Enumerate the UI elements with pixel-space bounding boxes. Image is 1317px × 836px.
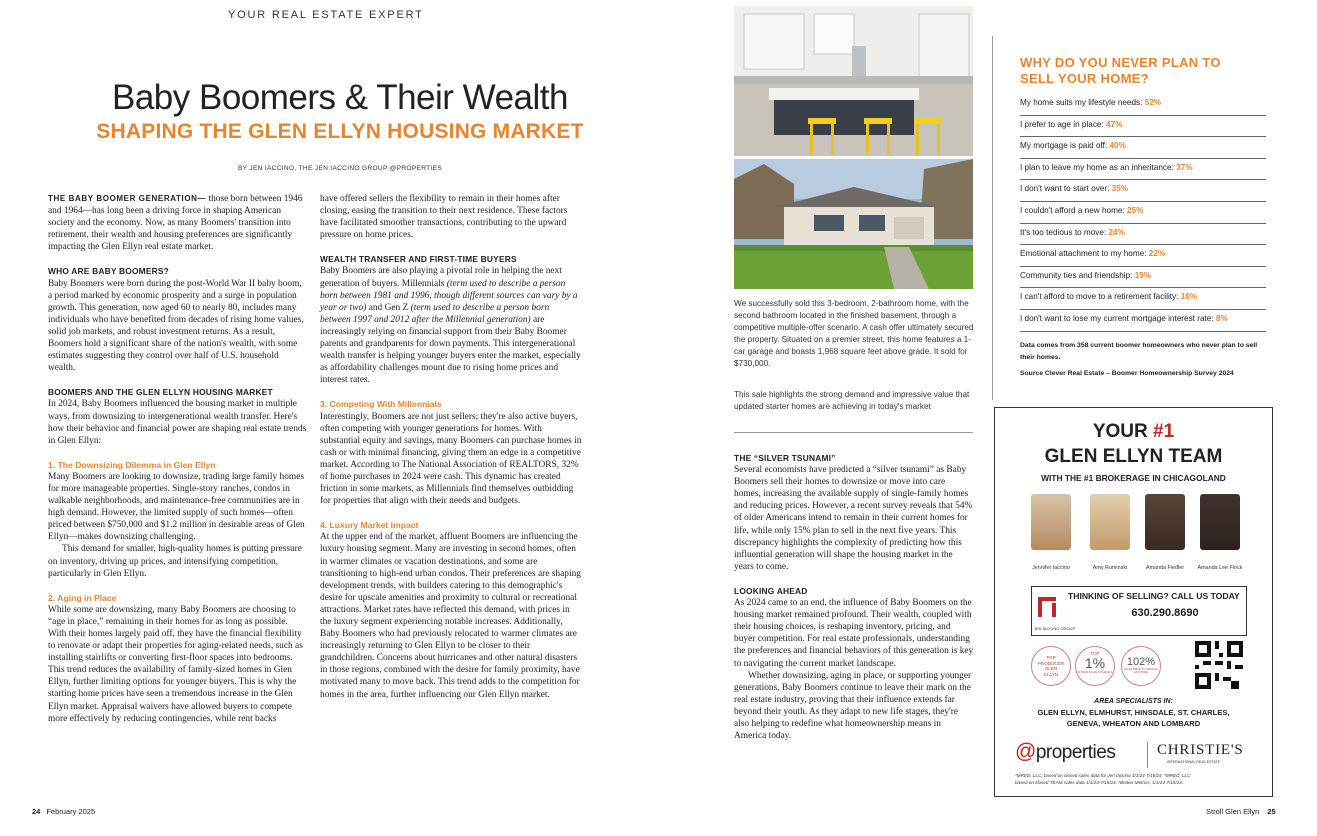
- intro-text: those born between 1946 and 1964—has long been a driving force in shaping American society and the economy. Now, as many Boomers' transition into retirement, their wealth and housing preferences are significantly impacting the Glen Ellyn real estate market.: [48, 194, 303, 253]
- ad-headline-a: YOUR: [1092, 421, 1154, 442]
- call-to-action-box: [1031, 586, 1247, 636]
- wealth-paragraph: [320, 265, 582, 386]
- agent-name-2: Amy Ruminski: [1092, 565, 1128, 571]
- agent-name-1: Jennifer Iaccino: [1032, 565, 1070, 571]
- compete-paragraph: Interestingly, Boomers are not just sellers; they're also active buyers, often competing with younger generations for homes. With substantial equity and savings, many Boomers can purchase homes in cash or with minimal financing, giving them an edge in a competitive market. According to The National Association of REALTORS, 32% of home purchases in 2024 were cash. This dynamic has created friction in some markets, as Millennials find themselves outbidding for properties that align with their needs and budgets.: [320, 411, 582, 507]
- badge3-caption: SALES PRICE TO ORIGINAL LIST PRICE: [1123, 668, 1159, 674]
- survey-item-percent: 37%: [1176, 162, 1193, 172]
- survey-item-label: Community ties and friendship:: [1020, 270, 1135, 280]
- heading-wealth: WEALTH TRANSFER AND FIRST-TIME BUYERS: [320, 254, 517, 265]
- at-sign-icon: @: [1015, 740, 1036, 763]
- survey-sidebar: [1020, 55, 1266, 380]
- heading-market: BOOMERS AND THE GLEN ELLYN HOUSING MARKET: [48, 387, 273, 398]
- heading-downsizing: 1. The Downsizing Dilemma in Glen Ellyn: [48, 459, 216, 470]
- who-paragraph: Baby Boomers were born during the post-World War II baby boom, a period marked by economic prosperity and a surge in population growth. This generation, now aged 60 to nearly 80, includes many individuals who have benefited from decades of rising home values, solid job markets, and robust investment returns. As a result, Boomers hold a significant share of the nation's wealth, with some estimates suggesting they control over half of U.S. household wealth.: [48, 278, 304, 374]
- agent-photo-2: [1090, 494, 1130, 550]
- continued-paragraph: have offered sellers the flexibility to remain in their homes after closing, easing the transition to their next residence. These factors have facilitated smoother transactions, contributing to the upward pressure on home prices.: [320, 194, 568, 241]
- survey-title-line-2: SELL YOUR HOME?: [1020, 71, 1149, 86]
- survey-item-percent: 40%: [1109, 141, 1126, 151]
- survey-item-label: I don't want to start over:: [1020, 184, 1112, 194]
- sales-price-badge: [1121, 646, 1161, 686]
- christies-logo: CHRISTIE'S: [1157, 742, 1244, 758]
- wealth-note-millennials: (term used to describe a person born between 1981 and 1996, though different sources can vary by a year or two): [320, 278, 578, 313]
- survey-item: [1020, 94, 1266, 116]
- properties-logo-text: properties: [1035, 742, 1116, 763]
- ahead-paragraph-2: Whether downsizing, aging in place, or supporting younger generations, Baby Boomers continue to leave their mark on the real estate industry, proving that their influence extends far beyond their youth. As they adapt to new life stages, they're also helping to redefine what homeownership means in America today.: [734, 670, 972, 742]
- specialists-title: AREA SPECIALISTS IN:: [1094, 698, 1173, 705]
- right-folio: [1206, 807, 1282, 816]
- badge1-line2: PRODUCER: [1037, 660, 1065, 666]
- survey-item: [1020, 267, 1266, 289]
- top-producer-badge: [1031, 646, 1071, 686]
- intro-lead: THE BABY BOOMER GENERATION—: [48, 194, 207, 203]
- aging-paragraph: While some are downsizing, many Baby Boomers are choosing to “age in place,” remaining in their homes for as long as possible. With their homes largely paid off, they have the financial flexibility to renovate or adapt their properties for aging-related needs, such as installing stairlifts or converting first-floor spaces into bedrooms. This trend reduces the availability of family-sized homes in Glen Ellyn, further limiting options for younger buyers. This is why the starting home prices have seen a tremendous increase in the Glen Ellyn market. Appraisal waivers have allowed buyers to compete more effectively by reducing contingencies, while rent backs: [48, 604, 303, 724]
- logo-divider: [1147, 742, 1148, 768]
- survey-item-label: I plan to leave my home as an inheritance:: [1020, 162, 1177, 172]
- agent-photo-1: [1031, 494, 1071, 550]
- survey-item: [1020, 180, 1266, 202]
- wealth-note-genz: (term used to describe a person born between 1997 and 2012 after the Millennial generation): [320, 302, 550, 325]
- page-kicker: YOUR REAL ESTATE EXPERT: [228, 9, 424, 21]
- properties-logo: [1015, 740, 1115, 764]
- agent-name-3: Amanda Fiedler: [1145, 565, 1185, 571]
- survey-item-label: Emotional attachment to my home:: [1020, 249, 1149, 259]
- intro-paragraph: [48, 193, 308, 253]
- survey-item-label: I can't afford to move to a retirement facility:: [1020, 292, 1181, 302]
- article-column-2: [320, 193, 582, 713]
- wealth-text-a: Baby Boomers are also playing a pivotal role in helping the next generation of buyers. Millennials: [320, 266, 562, 289]
- survey-item-label: It's too tedious to move:: [1020, 227, 1109, 237]
- specialists-line-1: GLEN ELLYN, ELMHURST, HINSDALE, ST. CHARLES,: [1037, 708, 1230, 717]
- article-column-1: [48, 193, 308, 737]
- kitchen-photo: [734, 6, 973, 156]
- survey-item-percent: 35%: [1111, 184, 1129, 194]
- ad-headline-rank: #1: [1153, 421, 1175, 442]
- silver-paragraph: Several economists have predicted a “silver tsunami” as Baby Boomers sell their homes to downsize or move into care homes, increasing the available supply of single-family homes and reducing prices. However, a recent survey reveals that 54% of older Americans intend to remain in their current homes for life, while only 15% plan to sell in the next five years. This discrepancy highlights the complexity of predicting how this influential generation will shape the housing market in the years to come.: [734, 465, 973, 572]
- specialists-line-2: GENEVA, WHEATON AND LOMBARD: [1066, 719, 1201, 728]
- group-logo-icon: [1036, 593, 1066, 619]
- heading-who: WHO ARE BABY BOOMERS?: [48, 266, 169, 277]
- survey-item-percent: 8%: [1215, 313, 1228, 323]
- survey-note: Data comes from 358 current boomer homeowners who never plan to sell their homes.: [1020, 341, 1258, 361]
- survey-item-percent: 24%: [1108, 227, 1125, 237]
- downsizing-paragraph-2: This demand for smaller, high-quality homes is putting pressure on inventory, driving up prices, and intensifying competition, particularly in Glen Ellyn.: [48, 544, 302, 579]
- article-title: Baby Boomers & Their Wealth: [112, 78, 568, 117]
- badge2-value: 1%: [1084, 655, 1106, 671]
- survey-list: [1020, 94, 1266, 332]
- sale-caption-2: This sale highlights the strong demand and impressive value that updated starter homes are achieving in today's market: [734, 390, 970, 411]
- badge2-caption: IN TEAM SALES IN THE MLS: [1077, 671, 1113, 674]
- survey-item: [1020, 137, 1266, 159]
- ahead-paragraph: As 2024 came to an end, the influence of Baby Boomers on the housing market remained profound. Their wealth, coupled with their housing choices, is reshaping inventory, pricing, and buyer competition. For real estate professionals, understanding the preferences and financial behaviors of this generation is key to navigating the current market landscape.: [734, 598, 974, 669]
- survey-item: [1020, 288, 1266, 310]
- heading-luxury: 4. Luxury Market Impact: [320, 520, 419, 531]
- survey-item-label: My mortgage is paid off:: [1020, 141, 1110, 151]
- kitchen-photo-illustration: [734, 6, 973, 156]
- survey-item: [1020, 310, 1266, 332]
- market-paragraph: In 2024, Baby Boomers influenced the housing market in multiple ways, from downsizing to intergenerational wealth transfer. Here's how their behavior and financial power are shaping real estate trends in Glen Ellyn:: [48, 399, 307, 446]
- house-photo-illustration: [734, 159, 973, 289]
- survey-source: Source Clever Real Estate – Boomer Homeownership Survey 2024: [1020, 369, 1234, 377]
- survey-item: [1020, 116, 1266, 138]
- ad-headline: [995, 421, 1272, 443]
- downsizing-paragraph: Many Boomers are looking to downsize, trading large family homes for more manageable properties. Single-story ranches, condos in walkable neighborhoods, and maintenance-free communities are in high demand. However, the limited supply of such homes—often priced between $750,000 and $1.2 million in desirable areas of Glen Ellyn—makes downsizing challenging.: [48, 471, 305, 543]
- wealth-text-b: and Gen Z: [366, 302, 411, 313]
- agent-photo-3: [1145, 494, 1185, 550]
- survey-item: [1020, 224, 1266, 246]
- fine-print-2: based on closed TEAM sales data 1/1/24-7/15/24. *Broker Metrics, 1/1/24-7/15/24.: [1015, 780, 1184, 785]
- survey-item-label: My home suits my lifestyle needs:: [1020, 98, 1145, 107]
- christies-subtitle: INTERNATIONAL REAL ESTATE: [1167, 760, 1221, 764]
- survey-item-percent: 22%: [1148, 249, 1166, 259]
- ad-headline-team: GLEN ELLYN TEAM: [1044, 446, 1223, 467]
- article-subtitle: SHAPING THE GLEN ELLYN HOUSING MARKET: [96, 120, 584, 143]
- badge1-line4: ELLYN: [1043, 671, 1059, 677]
- luxury-paragraph: At the upper end of the market, affluent Boomers are influencing the luxury housing segment. Many are investing in second homes, often in warmer climates or vacation destinations, and some are transitioning to high-end urban condos. Their preferences are shaping development trends, with builders catering to this demographic's desire for upscale amenities and proximity to cultural or recreational attractions. Market rates have reflected this demand, with prices in the luxury segment experiencing notable increases. Additionally, Baby Boomers who had previously relocated to warmer climates are increasingly returning to Glen Ellyn to be closer to their grandchildren. Concerns about hurricanes and other natural disasters in those regions, combined with the desire for family proximity, have motivated many to move back. This trend adds to the competition for homes in the area, further influencing our Glen Ellyn market.: [320, 532, 581, 700]
- fine-print-1: *MRED, LLC, based on closed sales data for Jen Iaccino 1/1/24-7/15/24. *MRED, LLC: [1015, 773, 1191, 778]
- byline: BY JEN IACCINO, THE JEN IACCINO GROUP @PROPERTIES: [237, 165, 443, 172]
- survey-item: [1020, 245, 1266, 267]
- heading-silver-tsunami: THE “SILVER TSUNAMI”: [734, 453, 836, 463]
- wealth-text-c: are increasingly relying on financial support from their Baby Boomer parents and grandparents for down payments. This intergenerational wealth transfer is helping younger buyers enter the market, especially as affordability challenges mount due to rising home prices and interest rates.: [320, 314, 581, 386]
- badge2-top: TOP: [1090, 651, 1100, 656]
- right-article-column: [734, 452, 974, 742]
- survey-item-label: I prefer to age in place:: [1020, 119, 1107, 129]
- survey-item: [1020, 202, 1266, 224]
- sale-caption: We successfully sold this 3-bedroom, 2-bathroom home, with the second bathroom located in the finished basement, through a competitive multiple-offer scenario. A cash offer ultimately secured the property. Situated on a premier street, this home features a 1-car garage and boasts 1,968 square feet above grade. It sold for $730,000.: [734, 299, 974, 368]
- agent-photo-4: [1200, 494, 1240, 550]
- agent-name-4: Amanda Lee Finck: [1197, 565, 1243, 571]
- house-exterior-photo: [734, 159, 973, 289]
- survey-item-percent: 52%: [1144, 98, 1162, 107]
- heading-aging: 2. Aging in Place: [48, 592, 117, 603]
- badge1-line3: GLEN: [1044, 666, 1058, 671]
- magazine-name: Stroll Glen Ellyn: [1206, 807, 1260, 816]
- survey-item-label: I couldn't afford a new home:: [1020, 205, 1128, 215]
- survey-item-label: I don't want to lose my current mortgage interest rate:: [1020, 313, 1216, 323]
- badge1-line1: TOP: [1046, 655, 1056, 660]
- ad-subheadline: WITH THE #1 BROKERAGE IN CHICAGOLAND: [1041, 473, 1226, 483]
- heading-looking-ahead: LOOKING AHEAD: [734, 585, 808, 596]
- cta-text: THINKING OF SELLING? CALL US TODAY: [1068, 591, 1240, 601]
- survey-item-percent: 25%: [1127, 205, 1144, 215]
- left-folio: [32, 807, 95, 816]
- page-number-left: 24: [32, 807, 41, 816]
- section-divider: [734, 432, 973, 433]
- top-one-percent-badge: [1075, 646, 1115, 686]
- badge3-value: 102%: [1126, 656, 1156, 668]
- survey-title-line-1: WHY DO YOU NEVER PLAN TO: [1020, 55, 1221, 70]
- survey-item: [1020, 159, 1266, 181]
- page-number-right: 25: [1267, 807, 1276, 816]
- group-logo-text: JEN IACCINO GROUP: [1034, 626, 1076, 631]
- phone-number[interactable]: 630.290.8690: [1131, 607, 1199, 619]
- survey-item-percent: 19%: [1134, 270, 1152, 280]
- qr-code-icon[interactable]: [1195, 641, 1243, 689]
- survey-item-percent: 16%: [1180, 292, 1198, 302]
- team-advertisement: [994, 407, 1273, 797]
- survey-item-percent: 47%: [1106, 119, 1123, 129]
- heading-compete: 3. Competing With Millennials: [320, 399, 442, 410]
- issue-date: February 2025: [46, 807, 96, 816]
- sidebar-divider: [992, 36, 993, 400]
